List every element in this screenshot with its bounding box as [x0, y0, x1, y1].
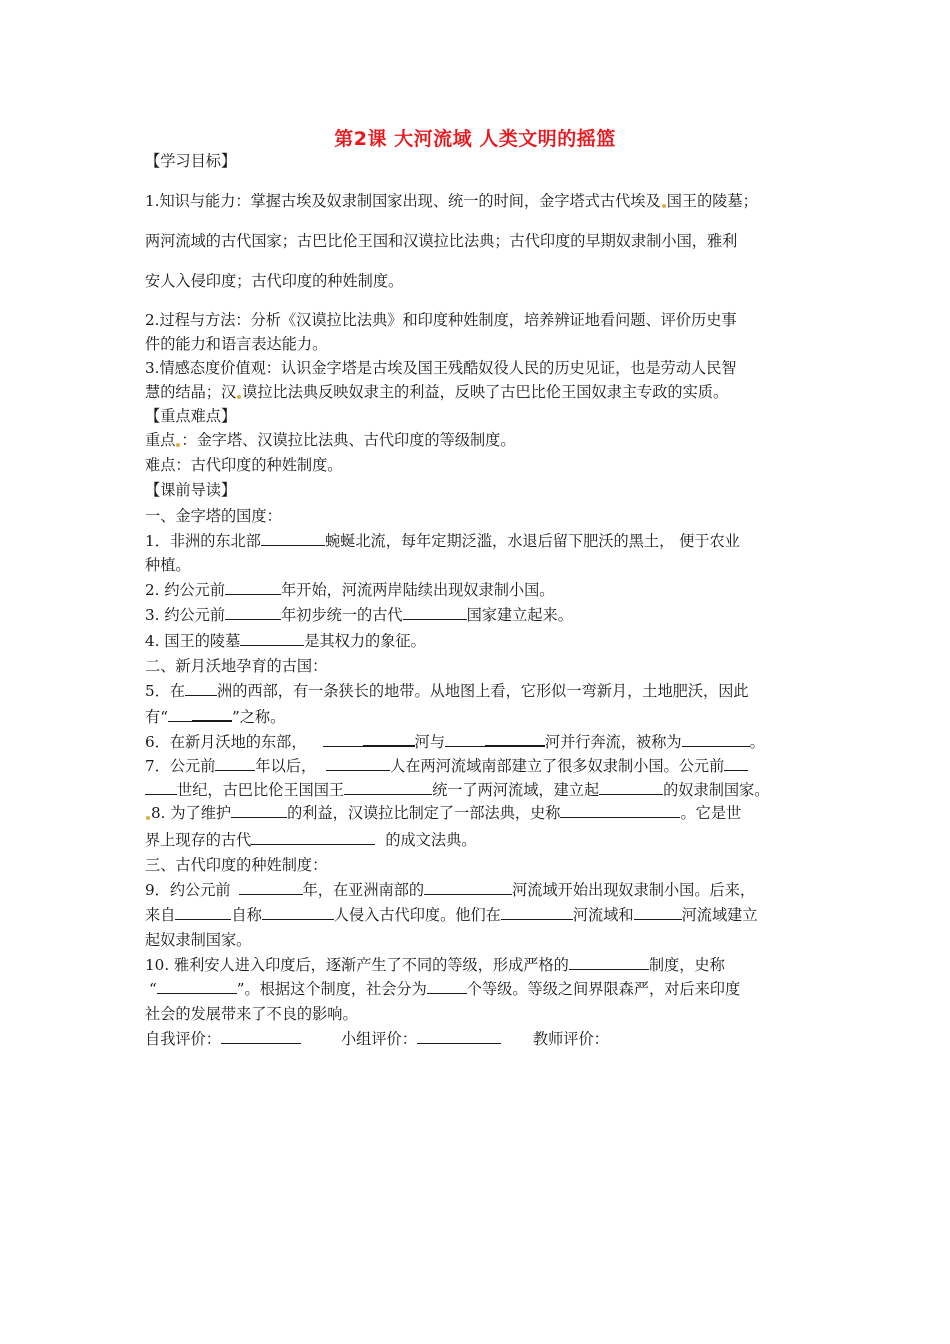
blank-field[interactable] [231, 803, 287, 818]
q4-text-a: 4. 国王的陵墓 [145, 632, 241, 650]
q9-text-a: 9．约公元前 [145, 881, 231, 899]
question-5-line-1 [145, 681, 749, 701]
q6-text-d: 。 [749, 733, 765, 751]
goal-1-line-2: 两河流域的古代国家；古巴比伦王国和汉谟拉比法典；古代印度的早期奴隶制小国，雅利 [145, 232, 738, 250]
difficulty-line: 难点：古代印度的种姓制度。 [145, 456, 343, 474]
q10-text-e: 个等级。等级之间界限森严，对后来印度 [466, 980, 741, 998]
goal-1-line-1 [145, 191, 758, 211]
question-3 [145, 605, 573, 625]
q8-text-c: 。它是世 [680, 804, 742, 822]
blank-field[interactable] [724, 756, 748, 771]
q6-text-b: 河与 [414, 733, 445, 751]
question-2 [145, 580, 554, 600]
part-3-heading: 三、古代印度的种姓制度： [145, 856, 328, 874]
teacher-eval-label: 教师评价： [532, 1030, 609, 1048]
question-9-line-2 [145, 905, 758, 925]
question-9-line-1 [145, 880, 755, 900]
mark-dot [237, 395, 241, 399]
blank-field[interactable] [261, 531, 325, 546]
question-9-line-3: 起奴隶制国家。 [145, 931, 252, 949]
blank-field[interactable] [326, 756, 390, 771]
q8-text-b: 的利益，汉谟拉比制定了一部法典，史称 [287, 804, 561, 822]
blank-field[interactable] [225, 605, 281, 620]
q7-text-e: 统一了两河流域，建立起 [432, 781, 600, 799]
q7-text-d: 世纪，古巴比伦王国国王 [177, 781, 345, 799]
mark-dot [662, 204, 666, 208]
goal-3-text-a: 慧的结晶；汉 [145, 383, 237, 401]
q10-text-a: 10. 雅利安人进入印度后，逐渐产生了不同的等级，形成严格的 [145, 956, 569, 974]
question-4 [145, 631, 426, 651]
goal-3-line-1: 3.情感态度价值观：认识金字塔是古埃及国王残酷奴役人民的历史见证，也是劳动人民智 [145, 359, 737, 377]
q9-text-e: 自称 [231, 906, 262, 924]
blank-field[interactable] [251, 830, 375, 845]
q2-text-b: 年开始，河流两岸陆续出现奴隶制小国。 [281, 581, 555, 599]
q9-text-b: 年，在亚洲南部的 [302, 881, 425, 899]
question-10-line-2 [145, 979, 740, 999]
self-eval-field[interactable] [221, 1029, 301, 1044]
evaluation-row [145, 1029, 609, 1049]
q1-text-a: 1．非洲的东北部 [145, 532, 261, 550]
q5-text-a: 5．在 [145, 682, 186, 700]
blank-field[interactable] [501, 905, 573, 920]
blank-field[interactable] [682, 732, 750, 747]
blank-field[interactable] [599, 780, 663, 795]
group-eval-field[interactable] [417, 1029, 501, 1044]
blank-field[interactable] [403, 605, 467, 620]
goal-1-line-3: 安人入侵印度；古代印度的种姓制度。 [145, 272, 404, 290]
blank-field[interactable] [323, 732, 363, 747]
blank-field[interactable] [145, 780, 177, 795]
q10-text-c: “ [149, 980, 157, 998]
mark-dot [146, 816, 150, 820]
q3-text-b: 年初步统一的古代 [281, 606, 403, 624]
goal-3-text-b: 谟拉比法典反映奴隶主的利益，反映了古巴比伦王国奴隶主专政的实质。 [242, 383, 729, 401]
question-8-line-2 [145, 830, 476, 850]
q8-text-d: 界上现存的古代 [145, 831, 252, 849]
q4-text-b: 是其权力的象征。 [304, 632, 426, 650]
q5-text-d: ”之称。 [231, 708, 286, 726]
q5-text-b: 洲的西部，有一条狭长的地带。从地图上看，它形似一弯新月，土地肥沃，因此 [217, 682, 749, 700]
question-7-line-1 [145, 756, 748, 776]
q10-text-d: ”。根据这个制度，社会分为 [236, 980, 427, 998]
blank-field[interactable] [168, 707, 192, 722]
blank-field[interactable] [445, 732, 485, 747]
page-title: 第2课 大河流域 人类文明的摇篮 [334, 128, 616, 150]
goal-1-text-a: 1.知识与能力：掌握古埃及奴隶制国家出现、统一的时间，金字塔式古代埃及 [145, 192, 661, 210]
q1-text-b: 蜿蜒北流，每年定期泛滥，水退后留下肥沃的黑土， 便于农业 [324, 532, 740, 550]
goal-2-line-2: 件的能力和语言表达能力。 [145, 335, 328, 353]
section-preview: 【课前导读】 [145, 481, 237, 499]
q5-text-c: 有“ [145, 708, 168, 726]
blank-field[interactable] [192, 706, 232, 722]
self-eval-label: 自我评价： [145, 1030, 221, 1048]
blank-field[interactable] [363, 731, 415, 747]
q8-text-e: 的成文法典。 [385, 831, 477, 849]
question-10-line-3: 社会的发展带来了不良的影响。 [145, 1005, 358, 1023]
question-6 [145, 731, 765, 752]
q6-text-c: 河并行奔流，被称为 [544, 733, 682, 751]
blank-field[interactable] [157, 979, 237, 994]
q9-text-d: 来自 [145, 906, 176, 924]
blank-field[interactable] [239, 880, 303, 895]
q7-text-c: 人在两河流域南部建立了很多奴隶制小国。公元前 [390, 757, 725, 775]
q9-text-g: 河流域和 [572, 906, 634, 924]
question-5-line-2 [145, 706, 285, 727]
question-7-line-2 [145, 780, 769, 800]
q9-text-f: 人侵入古代印度。他们在 [333, 906, 501, 924]
part-2-heading: 二、新月沃地孕育的古国： [145, 657, 328, 675]
q10-text-b: 制度，史称 [648, 956, 725, 974]
q7-text-f: 的奴隶制国家。 [663, 781, 770, 799]
blank-field[interactable] [175, 905, 231, 920]
q2-text-a: 2. 约公元前 [145, 581, 226, 599]
blank-field[interactable] [427, 979, 467, 994]
blank-field[interactable] [634, 905, 682, 920]
question-10-line-1 [145, 955, 725, 975]
section-key-points: 【重点难点】 [145, 407, 237, 425]
q6-text-a: 6．在新月沃地的东部， [145, 733, 307, 751]
q9-text-c: 河流域开始出现奴隶制小国。后来， [512, 881, 756, 899]
question-1-line-2: 种植。 [145, 556, 191, 574]
key-point-line [145, 430, 516, 450]
q7-text-a: 7．公元前 [145, 757, 216, 775]
question-1-line-1 [145, 531, 740, 551]
goal-1-text-b: 国王的陵墓； [666, 192, 758, 210]
group-eval-label: 小组评价： [340, 1030, 417, 1048]
blank-field[interactable] [424, 880, 512, 895]
question-8-line-1 [145, 803, 741, 823]
blank-field[interactable] [262, 905, 334, 920]
q8-text-a: 8. 为了维护 [151, 804, 232, 822]
q3-text-c: 国家建立起来。 [466, 606, 573, 624]
blank-field[interactable] [215, 756, 255, 771]
blank-field[interactable] [560, 803, 680, 818]
blank-field[interactable] [185, 681, 217, 696]
part-1-heading: 一、金字塔的国度： [145, 507, 282, 525]
blank-field[interactable] [485, 731, 545, 747]
blank-field[interactable] [569, 955, 649, 970]
blank-field[interactable] [344, 780, 432, 795]
goal-2-line-1: 2.过程与方法：分析《汉谟拉比法典》和印度种姓制度，培养辨证地看问题、评价历史事 [145, 311, 737, 329]
blank-field[interactable] [225, 580, 281, 595]
q3-text-a: 3. 约公元前 [145, 606, 226, 624]
section-learning-goals: 【学习目标】 [145, 152, 237, 170]
q9-text-h: 河流域建立 [681, 906, 758, 924]
key-label: 重点 [145, 431, 176, 449]
key-text: ：金字塔、汉谟拉比法典、古代印度的等级制度。 [181, 431, 516, 449]
blank-field[interactable] [240, 631, 304, 646]
goal-3-line-2 [145, 382, 728, 402]
q7-text-b: 年以后， [255, 757, 317, 775]
mark-dot [176, 443, 180, 447]
